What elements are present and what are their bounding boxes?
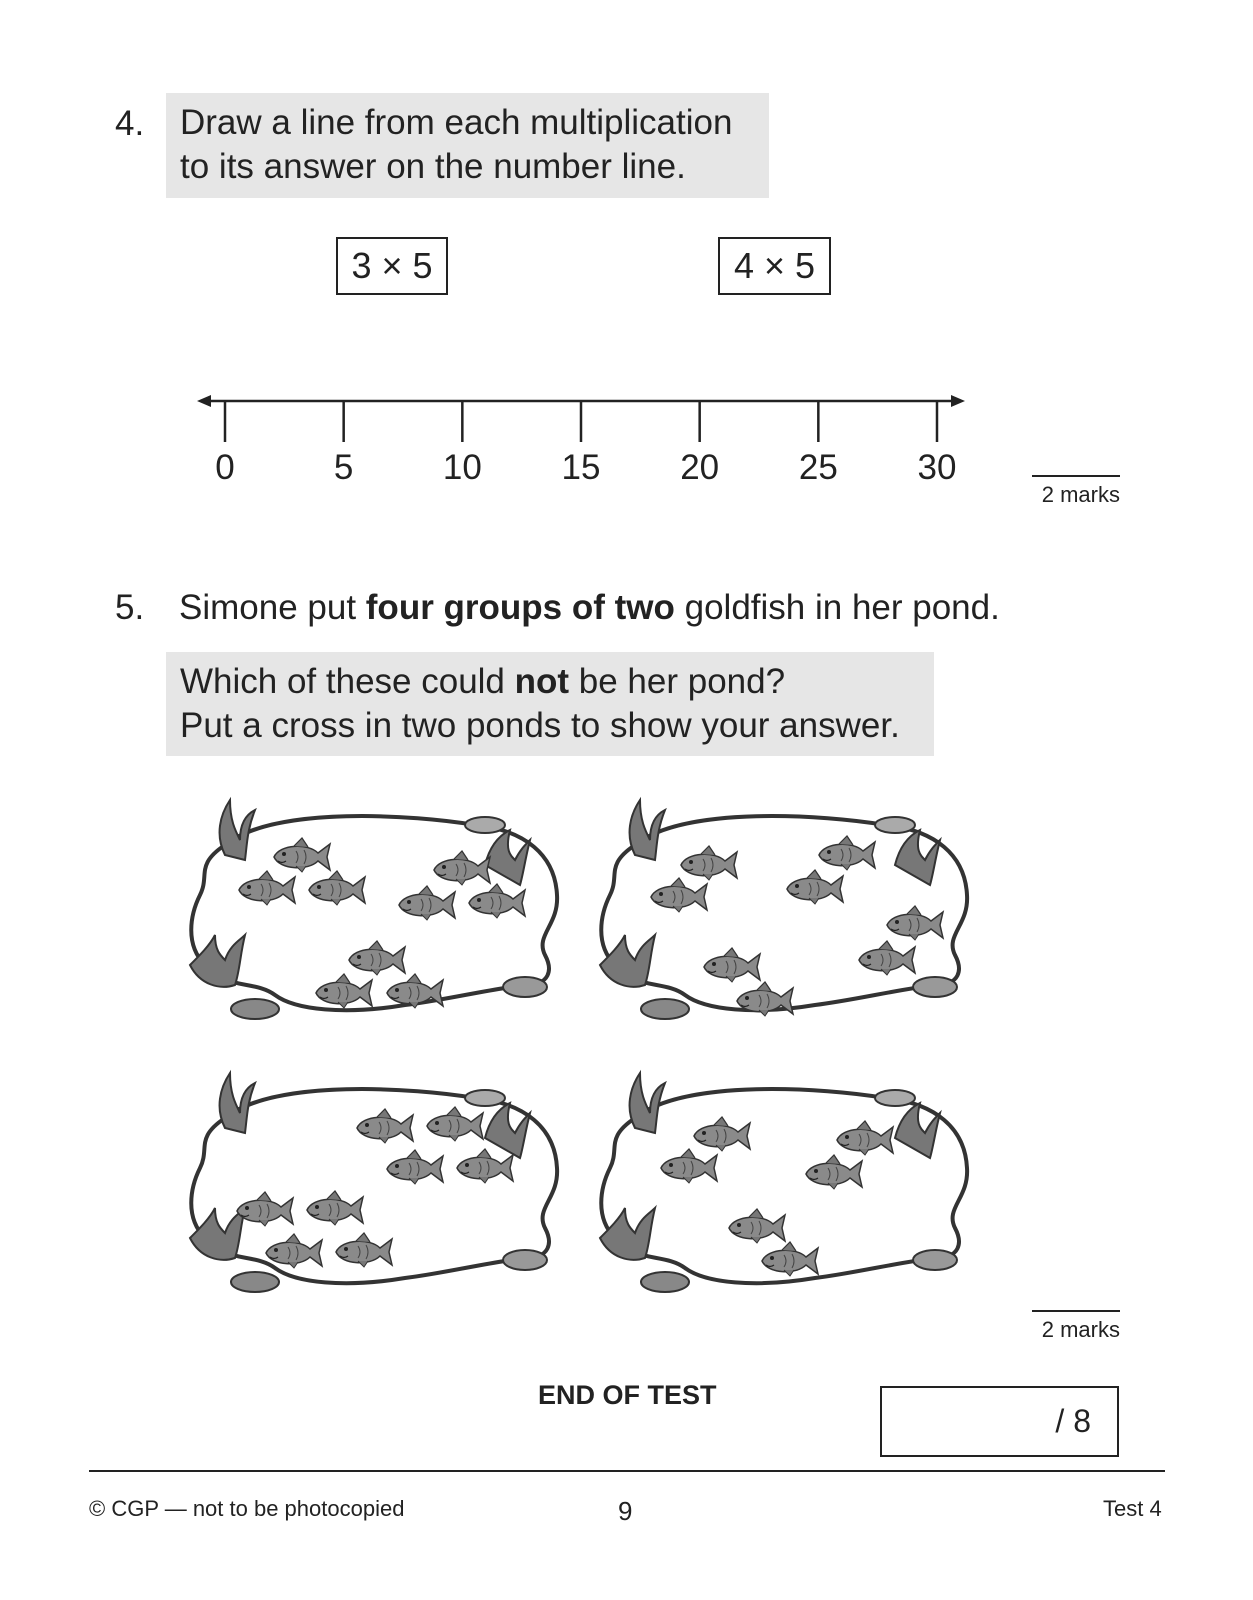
instruction-line-1: Draw a line from each multiplication [180, 103, 733, 142]
page-number: 9 [618, 1496, 633, 1526]
question-5-marks: 2 marks [1032, 1310, 1120, 1343]
pond-bottom-right[interactable] [595, 1068, 975, 1303]
statement-text-end: goldfish in her pond. [674, 588, 1000, 627]
instruction-line-2: to its answer on the number line. [180, 147, 686, 186]
instruction-line-1 [180, 660, 920, 704]
question-5-statement [179, 588, 1000, 628]
question-5-instruction [166, 652, 934, 756]
number-line[interactable] [195, 388, 970, 448]
footer-rule [89, 1470, 1165, 1472]
question-4-marks: 2 marks [1032, 475, 1120, 508]
tick-label: 25 [798, 448, 838, 487]
pond-top-left[interactable] [185, 795, 565, 1030]
left-arrow-icon [197, 395, 211, 407]
tick-label: 10 [442, 448, 482, 487]
expression-box-3x5[interactable]: 3 × 5 [336, 237, 448, 295]
question-4-number: 4. [115, 104, 145, 143]
tick-label: 30 [917, 448, 957, 487]
tick-label: 20 [680, 448, 720, 487]
text: Which of these could [180, 662, 515, 701]
pond-top-right[interactable] [595, 795, 975, 1030]
footer-copyright: © CGP — not to be photocopied [89, 1496, 405, 1521]
statement-bold: four groups of two [365, 588, 675, 627]
score-box[interactable] [880, 1386, 1119, 1457]
bold-not: not [514, 662, 570, 701]
right-arrow-icon [951, 395, 965, 407]
text: be her pond? [569, 662, 786, 701]
expression-box-4x5[interactable]: 4 × 5 [718, 237, 831, 295]
question-5-number: 5. [115, 588, 145, 627]
tick-label: 5 [333, 448, 354, 487]
statement-text: Simone put [179, 588, 366, 627]
tick-label: 15 [561, 448, 601, 487]
end-of-test-label: END OF TEST [538, 1380, 717, 1410]
score-total: / 8 [1055, 1403, 1091, 1439]
question-4-instruction [166, 93, 769, 198]
pond-bottom-left[interactable] [185, 1068, 565, 1303]
instruction-line-2: Put a cross in two ponds to show your answer. [180, 706, 900, 745]
tick-label: 0 [215, 448, 235, 487]
footer-test-label: Test 4 [1103, 1496, 1162, 1521]
